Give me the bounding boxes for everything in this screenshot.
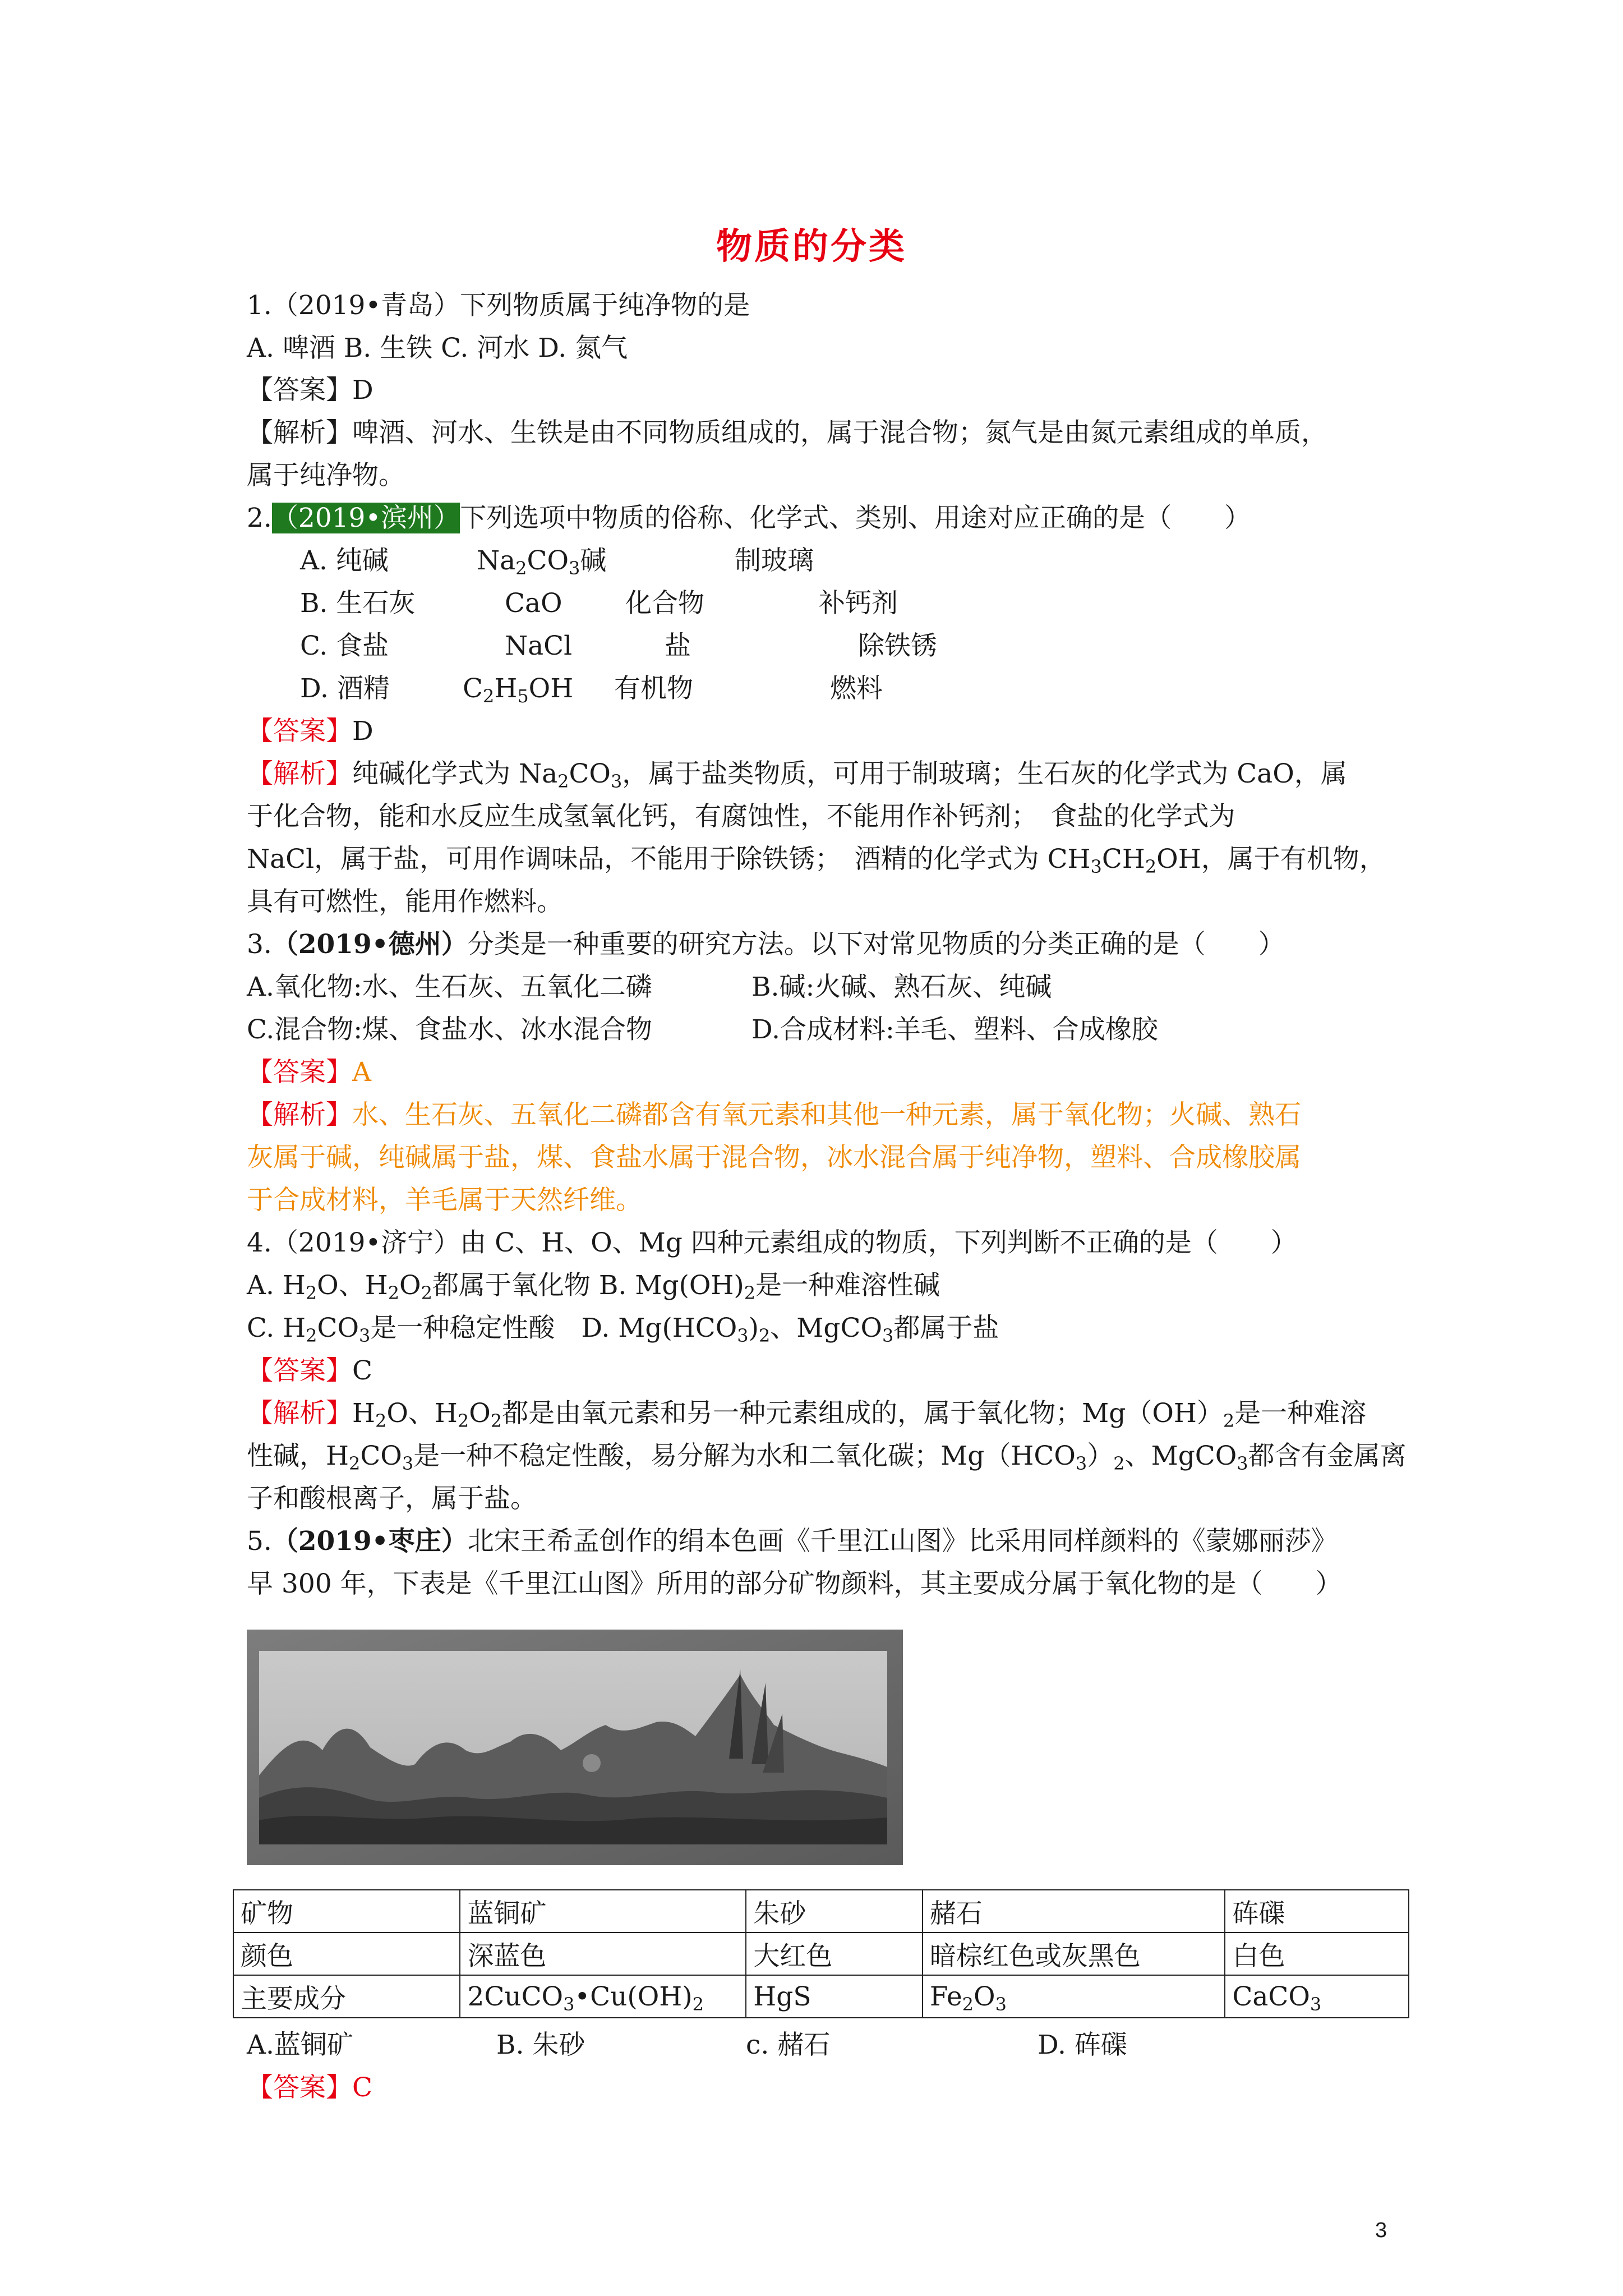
q5-stem-line: 早 300 年，下表是《千里江山图》所用的部分矿物颜料，其主要成分属于氧化物的是（ ）	[247, 1568, 1342, 1599]
option-c: C.混合物:煤、食盐水、冰水混合物	[247, 1014, 653, 1045]
question-text: 下列选项中物质的俗称、化学式、类别、用途对应正确的是（ ）	[460, 503, 1251, 533]
table-cell: CaCO$_3$	[1225, 1975, 1409, 2018]
analysis-tag: 【解析】	[247, 758, 352, 789]
table-cell: 砗磲	[1225, 1890, 1409, 1932]
analysis-text: 是一种不稳定性酸，易分解为水和二氧化碳；Mg（HCO	[413, 1441, 1076, 1471]
answer-value: A	[352, 1057, 371, 1088]
option-a: A.蓝铜矿	[247, 2030, 353, 2060]
q4-options-ab: A. $H_2O$、$H_2O_2$都属于氧化物 B. $Mg(OH)_2$是一种难溶性碱	[247, 1270, 940, 1304]
option-a: 都属于氧化物	[432, 1270, 591, 1301]
analysis-text: 性碱，	[247, 1441, 326, 1471]
q2-analysis-line: 【解析】纯碱化学式为 $Na_2CO_3$，属于盐类物质，可用于制玻璃；生石灰的化学式为 CaO，属	[247, 758, 1347, 792]
analysis-text: NaCl，属于盐，可用作调味品，不能用于除铁锈； 酒精的化学式为	[247, 844, 1039, 875]
option-use: 制玻璃	[735, 545, 814, 576]
analysis-tag: 【解析】	[247, 417, 352, 448]
q2-answer	[247, 715, 374, 748]
table-cell: 赭石	[923, 1890, 1225, 1932]
option-formula: NaCl	[505, 631, 573, 661]
option-formula: CaO	[505, 588, 562, 619]
option-class: 碱	[580, 545, 607, 576]
q5-answer	[247, 2071, 372, 2105]
option-b-label: B.	[598, 1270, 627, 1301]
answer-tag: 【答案】	[247, 1355, 352, 1386]
answer-tag: 【答案】	[247, 716, 352, 747]
option-b: 是一种难溶性碱	[755, 1270, 940, 1301]
landscape-painting-photo	[247, 1630, 903, 1865]
option-use: 补钙剂	[819, 588, 898, 619]
q2-stem	[247, 501, 1251, 535]
q2-analysis-line: 具有可燃性，能用作燃料。	[247, 886, 563, 917]
analysis-text: ，属于盐类物质，可用于制玻璃；生石灰的化学式为 CaO，属	[622, 758, 1347, 789]
table-cell: 颜色	[233, 1932, 460, 1975]
option-d-label: D.	[581, 1313, 610, 1343]
q2-option-b	[300, 587, 898, 620]
source-label: （2019•德州）	[271, 929, 468, 960]
table-cell: 朱砂	[746, 1890, 923, 1932]
table-row	[233, 1890, 1409, 1932]
q4-analysis-line: 【解析】$H_2O$、$H_2O_2$都是由氧元素和另一种元素组成的，属于氧化物；$Mg(OH)_2$是一种难溶	[247, 1398, 1367, 1432]
option-use: 燃料	[830, 673, 883, 704]
question-number: 2.	[247, 503, 272, 533]
option-formula: $Na_2CO_3$碱	[477, 545, 607, 579]
question-number: 5.	[247, 1526, 272, 1557]
question-text: 分类是一种重要的研究方法。以下对常见物质的分类正确的是（ ）	[467, 929, 1285, 960]
option-d: D.合成材料:羊毛、塑料、合成橡胶	[751, 1014, 1158, 1045]
q5-options	[247, 2028, 1127, 2062]
table-cell: 深蓝色	[460, 1932, 746, 1975]
question-text: 北宋王希孟创作的绢本色画《千里江山图》比采用同样颜料的《蒙娜丽莎》	[467, 1526, 1338, 1557]
option-formula: $C_2H_5OH$	[463, 673, 574, 707]
option-d: D. 砗磲	[1038, 2030, 1127, 2060]
answer-tag: 【答案】	[247, 375, 352, 406]
option-a: A.氧化物:水、生石灰、五氧化二磷	[247, 972, 652, 1002]
source-label: （2019•枣庄）	[271, 1526, 468, 1557]
option-class: 化合物	[625, 588, 704, 619]
q2-option-a	[300, 544, 814, 578]
source-highlight: （2019•滨州）	[271, 503, 460, 533]
analysis-text: ，属于有机物，	[1201, 844, 1386, 875]
q5-stem	[247, 1525, 1338, 1558]
answer-value: C	[352, 2072, 372, 2103]
option-name: A. 纯碱	[300, 545, 389, 576]
q2-option-d	[300, 672, 883, 706]
analysis-text: 纯碱化学式为	[352, 758, 510, 789]
option-b: B. 朱砂	[496, 2030, 585, 2060]
q4-analysis-line: 性碱，$H_2CO_3$是一种不稳定性酸，易分解为水和二氧化碳；$Mg(HCO_3)_2$、MgCO$_3$都含有金属离	[247, 1441, 1407, 1474]
q3-analysis-line: 于合成材料，羊毛属于天然纤维。	[247, 1185, 642, 1216]
option-name: B. 生石灰	[300, 588, 416, 619]
q1-stem: 1.（2019•青岛）下列物质属于纯净物的是	[247, 290, 750, 321]
table-cell: 大红色	[746, 1932, 923, 1975]
answer-value: D	[352, 375, 374, 406]
analysis-text: 啤酒、河水、生铁是由不同物质组成的，属于混合物；氮气是由氮元素组成的单质，	[352, 417, 1327, 448]
analysis-text: 是一种难溶	[1234, 1398, 1367, 1429]
answer-value: C	[352, 1355, 372, 1386]
option-d: 都属于盐	[893, 1313, 999, 1343]
option-class: 有机物	[614, 673, 693, 704]
question-number: 3.	[247, 929, 272, 960]
option-name: D. 酒精	[300, 673, 390, 704]
q2-analysis-line: 于化合物，能和水反应生成氢氧化钙，有腐蚀性，不能用作补钙剂； 食盐的化学式为	[247, 801, 1235, 832]
q3-answer	[247, 1056, 371, 1089]
answer-tag: 【答案】	[247, 2072, 352, 2103]
q1-analysis-line	[247, 416, 1327, 450]
table-cell: 白色	[1225, 1932, 1409, 1975]
q3-options-cd	[247, 1013, 1158, 1047]
option-class: 盐	[665, 631, 691, 661]
option-c: 是一种稳定性酸	[370, 1313, 555, 1343]
q4-options-cd: C. $H_2CO_3$是一种稳定性酸 D. $Mg(HCO_3)_2$、MgCO$_3$都属于盐	[247, 1313, 999, 1346]
q4-answer	[247, 1354, 372, 1388]
table-row	[233, 1975, 1409, 2018]
q3-analysis-line	[247, 1098, 1301, 1132]
table-cell: 暗棕红色或灰黑色	[923, 1932, 1225, 1975]
option-name: C. 食盐	[300, 631, 389, 661]
option-c: c. 赭石	[746, 2030, 831, 2060]
analysis-tag: 【解析】	[247, 1099, 352, 1130]
table-row	[233, 1932, 1409, 1975]
answer-tag: 【答案】	[247, 1057, 352, 1088]
table-cell: 矿物	[233, 1890, 460, 1932]
analysis-text: 都含有金属离	[1248, 1441, 1407, 1471]
answer-value: D	[352, 716, 374, 747]
q1-analysis-line: 属于纯净物。	[247, 460, 405, 491]
q1-options: A. 啤酒 B. 生铁 C. 河水 D. 氮气	[247, 333, 628, 364]
page-number: 3	[1375, 2219, 1387, 2242]
table-cell: 蓝铜矿	[460, 1890, 746, 1932]
q4-stem: 4.（2019•济宁）由 C、H、O、Mg 四种元素组成的物质，下列判断不正确的是（ ）	[247, 1227, 1297, 1258]
option-use: 除铁锈	[858, 631, 937, 661]
table-cell: HgS	[746, 1975, 923, 2018]
q3-analysis-line: 灰属于碱，纯碱属于盐，煤、食盐水属于混合物，冰水混合属于纯净物，塑料、合成橡胶属	[247, 1142, 1301, 1173]
q2-analysis-line: NaCl，属于盐，可用作调味品，不能用于除铁锈； 酒精的化学式为 $CH_3CH_2OH$，属于有机物，	[247, 844, 1386, 877]
q3-options-ab	[247, 970, 1052, 1004]
table-cell: $Fe_2O_3$	[923, 1975, 1225, 2018]
analysis-text: 都是由氧元素和另一种元素组成的，属于氧化物；Mg（OH）	[502, 1398, 1223, 1429]
page-title: 物质的分类	[716, 226, 907, 268]
q3-stem	[247, 928, 1285, 961]
q1-answer	[247, 374, 374, 407]
table-cell: $2CuCO_3•Cu(OH)_2$	[460, 1975, 746, 2018]
q2-option-c	[300, 629, 937, 663]
q4-analysis-line: 子和酸根离子，属于盐。	[247, 1483, 537, 1514]
table-cell: 主要成分	[233, 1975, 460, 2018]
analysis-text: 水、生石灰、五氧化二磷都含有氧元素和其他一种元素，属于氧化物；火碱、熟石	[352, 1099, 1301, 1130]
option-b: B.碱:火碱、熟石灰、纯碱	[751, 972, 1052, 1002]
analysis-tag: 【解析】	[247, 1398, 352, 1429]
mineral-pigment-table	[233, 1889, 1409, 2018]
